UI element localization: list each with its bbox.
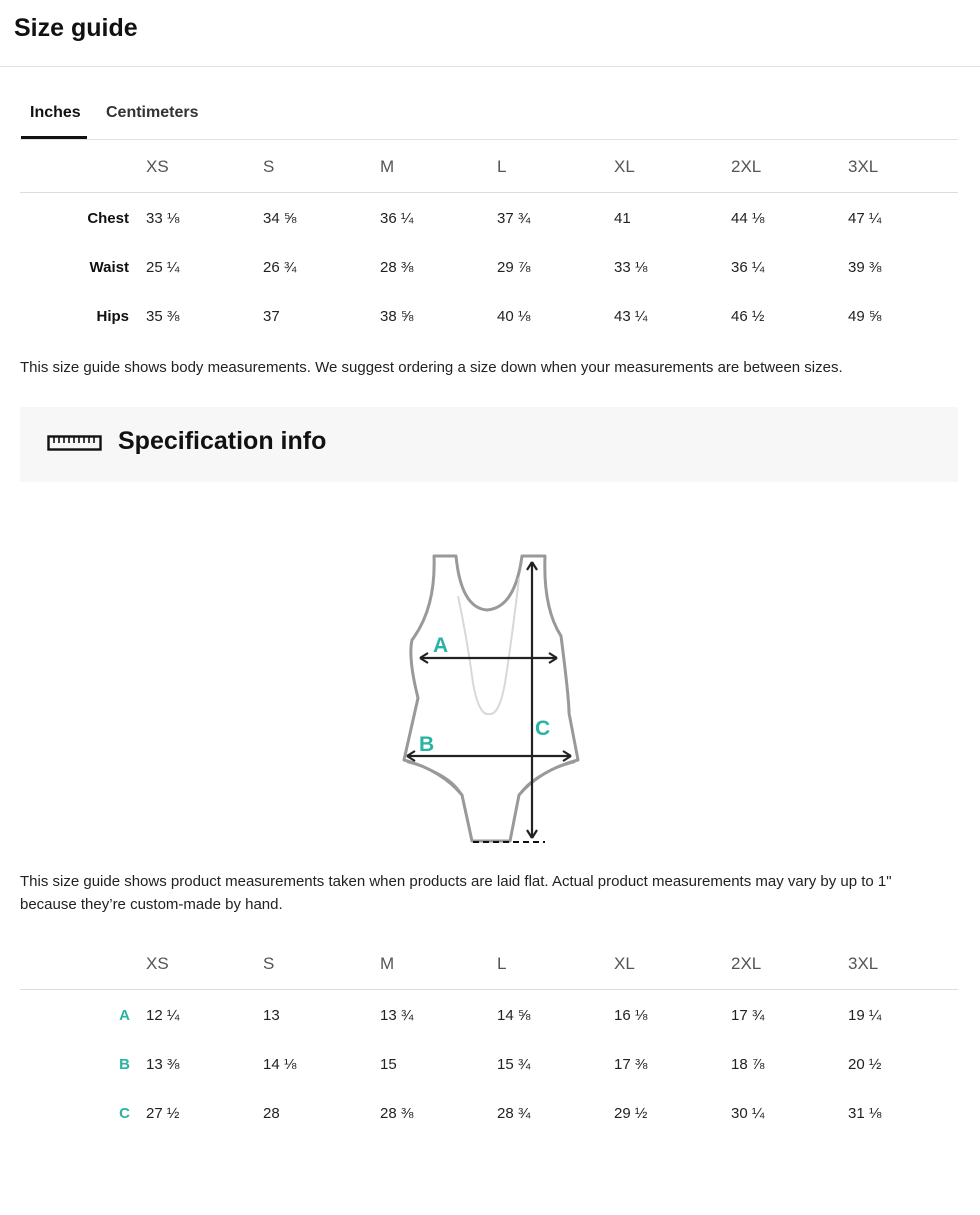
diagram-label-c: C: [535, 717, 551, 740]
table-cell: 47 ¼: [848, 210, 882, 227]
specification-info-banner: [20, 407, 958, 482]
table-cell: 39 ⅜: [848, 259, 882, 276]
table-cell: 15: [380, 1056, 397, 1073]
table-cell: 13 ⅜: [146, 1056, 180, 1073]
table-cell: 18 ⅞: [731, 1056, 765, 1073]
row-label: B: [119, 1056, 130, 1073]
table-cell: 30 ¼: [731, 1105, 765, 1122]
table-cell: 38 ⅝: [380, 308, 414, 325]
table-header-row: [20, 939, 958, 990]
size-header: S: [263, 142, 380, 193]
table-cell: 37: [263, 308, 280, 325]
size-header: XL: [614, 939, 731, 990]
row-label-header: [20, 939, 146, 990]
size-header: XS: [146, 939, 263, 990]
table-cell: 12 ¼: [146, 1007, 180, 1024]
row-label: A: [119, 1007, 130, 1024]
table-cell: 46 ½: [731, 308, 765, 325]
row-label-header: [20, 142, 146, 193]
table-cell: 44 ⅛: [731, 210, 765, 227]
size-header: 2XL: [731, 939, 848, 990]
product-note-line-1: This size guide shows product measurements taken when products are laid flat. Actual product measurements may vary by up to 1": [20, 873, 892, 890]
table-cell: 29 ⅞: [497, 259, 531, 276]
size-header: L: [497, 142, 614, 193]
table-cell: 28 ⅜: [380, 1105, 414, 1122]
table-cell: 17 ¾: [731, 1007, 765, 1024]
page-title: Size guide: [14, 14, 138, 42]
product-note-line-2: because they’re custom-made by hand.: [20, 896, 283, 913]
table-cell: 33 ⅛: [146, 210, 180, 227]
table-cell: 40 ⅛: [497, 308, 531, 325]
row-label: C: [119, 1105, 130, 1122]
table-cell: 20 ½: [848, 1056, 882, 1073]
table-cell: 31 ⅛: [848, 1105, 882, 1122]
table-row: [20, 292, 958, 341]
body-measurement-note: This size guide shows body measurements. We suggest ordering a size down when your measurements are between sizes.: [20, 359, 843, 376]
size-header: XS: [146, 142, 263, 193]
tab-inches[interactable]: Inches: [30, 104, 81, 121]
size-header: S: [263, 939, 380, 990]
table-cell: 19 ¼: [848, 1007, 882, 1024]
ruler-icon: [47, 435, 102, 451]
table-cell: 43 ¼: [614, 308, 648, 325]
table-cell: 13 ¾: [380, 1007, 414, 1024]
table-cell: 14 ⅛: [263, 1056, 297, 1073]
table-cell: 27 ½: [146, 1105, 180, 1122]
table-row: [20, 193, 958, 244]
product-measurement-note: [20, 870, 960, 916]
table-cell: 29 ½: [614, 1105, 648, 1122]
table-row: [20, 1089, 958, 1138]
table-cell: 17 ⅜: [614, 1056, 648, 1073]
diagram-label-b: B: [419, 733, 435, 756]
size-header: 3XL: [848, 939, 958, 990]
table-cell: 28 ⅜: [380, 259, 414, 276]
size-header: L: [497, 939, 614, 990]
table-cell: 35 ⅜: [146, 308, 180, 325]
table-cell: 16 ⅛: [614, 1007, 648, 1024]
body-measurements-table: [20, 142, 958, 341]
table-header-row: [20, 142, 958, 193]
diagram-label-a: A: [433, 634, 449, 657]
size-header: M: [380, 939, 497, 990]
swimsuit-measurement-diagram: [395, 548, 585, 850]
table-cell: 26 ¾: [263, 259, 297, 276]
active-tab-indicator: [21, 136, 87, 139]
table-cell: 28: [263, 1105, 280, 1122]
tab-centimeters[interactable]: Centimeters: [106, 104, 199, 121]
table-cell: 25 ¼: [146, 259, 180, 276]
unit-tabs: [20, 92, 958, 140]
table-cell: 34 ⅝: [263, 210, 297, 227]
table-cell: 13: [263, 1007, 280, 1024]
table-row: [20, 1040, 958, 1089]
table-cell: 15 ¾: [497, 1056, 531, 1073]
table-cell: 49 ⅝: [848, 308, 882, 325]
table-cell: 41: [614, 210, 631, 227]
size-header: M: [380, 142, 497, 193]
size-header: XL: [614, 142, 731, 193]
table-cell: 37 ¾: [497, 210, 531, 227]
size-header: 2XL: [731, 142, 848, 193]
table-cell: 36 ¼: [731, 259, 765, 276]
header: [0, 0, 980, 67]
product-measurements-table: [20, 939, 958, 1138]
row-label: Hips: [96, 308, 129, 325]
table-cell: 14 ⅝: [497, 1007, 531, 1024]
size-header: 3XL: [848, 142, 958, 193]
row-label: Waist: [89, 259, 129, 276]
table-row: [20, 243, 958, 292]
table-row: [20, 990, 958, 1041]
table-cell: 36 ¼: [380, 210, 414, 227]
table-cell: 33 ⅛: [614, 259, 648, 276]
swimsuit-outline: [404, 556, 578, 841]
row-label: Chest: [87, 210, 129, 227]
table-cell: 28 ¾: [497, 1105, 531, 1122]
specification-title: Specification info: [118, 427, 327, 455]
